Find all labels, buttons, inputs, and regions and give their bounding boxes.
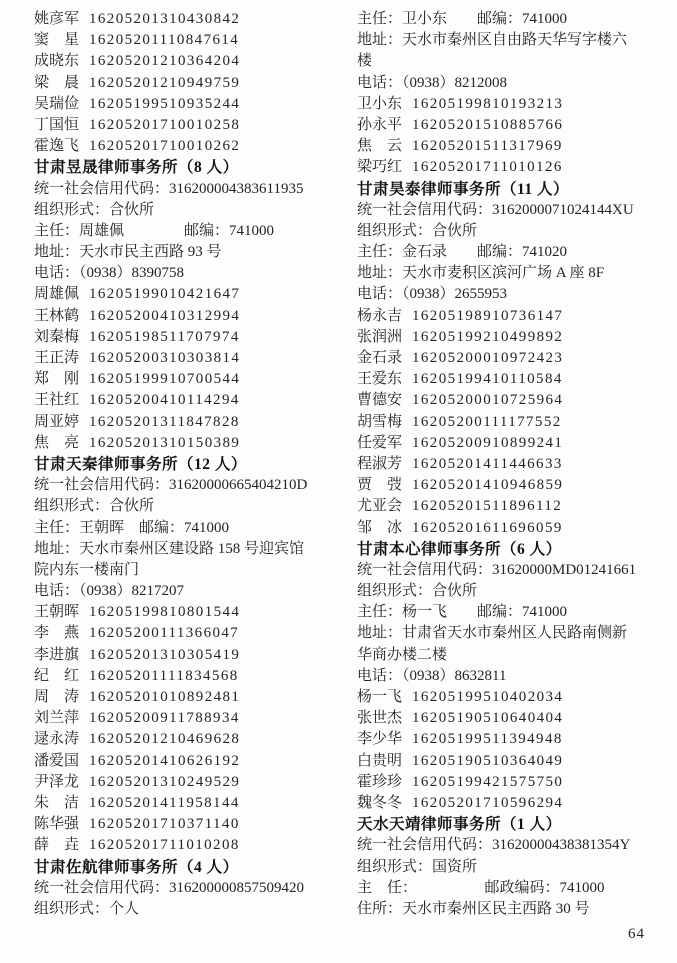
member-name: 尤亚会	[357, 498, 403, 515]
member-name: 魏冬冬	[357, 794, 403, 811]
member-row	[357, 475, 673, 496]
member-row	[357, 136, 673, 157]
member-row	[357, 496, 673, 517]
member-name: 李 燕	[34, 625, 80, 642]
member-id: 16205199810193213	[412, 95, 564, 112]
member-id: 16205201710596294	[412, 794, 564, 811]
member-row	[34, 115, 350, 136]
member-id: 16205201710010262	[89, 138, 241, 155]
member-row	[34, 835, 350, 856]
member-name: 张润洲	[357, 328, 403, 345]
member-id: 16205200010972423	[412, 350, 564, 366]
member-name: 陈华强	[34, 816, 80, 833]
member-name: 薛 垚	[34, 837, 80, 854]
member-name: 白贵明	[357, 752, 403, 769]
firm-header: 天水天靖律师事务所（1 人）	[357, 816, 562, 834]
member-id: 16205201310150389	[89, 434, 241, 451]
member-row	[34, 814, 350, 835]
member-name: 周 涛	[34, 689, 80, 705]
member-id: 16205201310249529	[89, 773, 241, 790]
member-name: 王正涛	[34, 350, 80, 366]
detail-line: 主任：周雄佩 邮编：741000	[34, 222, 275, 239]
member-name: 周雄佩	[34, 286, 80, 303]
member-name: 周亚婷	[34, 413, 80, 430]
detail-line: 组织形式：合伙所	[357, 222, 478, 239]
detail-line: 组织形式：合伙所	[34, 498, 155, 515]
detail-line: 电话：（0938）8212008	[357, 74, 508, 91]
member-row	[357, 729, 673, 750]
member-row	[357, 708, 673, 729]
member-row	[357, 454, 673, 475]
member-id: 16205201510885766	[412, 116, 564, 133]
detail-line: 主任：杨一飞 邮编：741000	[357, 604, 568, 621]
firm-header: 甘肃天秦律师事务所（12 人）	[34, 455, 247, 473]
detail-line: 电话：（0938）8632811	[357, 667, 507, 684]
member-id: 16205199410110584	[412, 371, 563, 388]
member-name: 贾 弢	[357, 477, 403, 494]
member-row	[34, 348, 350, 369]
member-id: 16205201210469628	[89, 731, 241, 748]
member-name: 朱 洁	[34, 794, 80, 811]
member-name: 王林鹤	[34, 307, 80, 324]
member-name: 卫小东	[357, 95, 403, 112]
member-name: 金石录	[357, 350, 403, 366]
member-id: 16205201411958144	[89, 794, 240, 811]
detail-line: 地址：天水市民主西路 93 号	[34, 244, 222, 261]
member-id: 16205200910899241	[412, 434, 564, 451]
member-name: 王朝晖	[34, 604, 80, 621]
member-row	[357, 327, 673, 348]
member-name: 潘爱国	[34, 752, 80, 769]
detail-line: 统一社会信用代码：31620000438381354Y	[357, 837, 631, 854]
member-id: 16205199511394948	[412, 731, 563, 748]
firm-header: 甘肃昱晟律师事务所（8 人）	[34, 159, 239, 177]
member-name: 刘秦梅	[34, 328, 80, 345]
column-right	[357, 9, 673, 920]
member-id: 16205201710010258	[89, 116, 241, 133]
member-id: 16205201611696059	[412, 519, 563, 536]
member-id: 16205201511896112	[412, 498, 563, 515]
member-id: 16205200010725964	[412, 392, 564, 409]
member-name: 成晓东	[34, 53, 80, 70]
detail-line: 院内东一楼南门	[34, 561, 140, 578]
member-name: 梁 晨	[34, 74, 80, 91]
member-row	[357, 751, 673, 772]
member-name: 胡雪梅	[357, 413, 403, 430]
member-row	[34, 73, 350, 94]
member-row	[357, 115, 673, 136]
member-row	[357, 369, 673, 390]
member-name: 尹泽龙	[34, 773, 80, 790]
member-row	[357, 433, 673, 454]
member-row	[357, 157, 673, 178]
detail-line: 主任：卫小东 邮编：741000	[357, 11, 568, 27]
member-name: 李进旗	[34, 646, 80, 663]
member-name: 纪 红	[34, 667, 80, 684]
detail-line: 地址：甘肃省天水市秦州区人民路南侧新	[357, 625, 628, 642]
member-id: 16205201511317969	[412, 138, 563, 155]
member-id: 16205200410114294	[89, 392, 240, 409]
member-id: 16205200911788934	[89, 710, 240, 727]
member-row	[34, 306, 350, 327]
member-row	[357, 306, 673, 327]
detail-line: 组织形式：合伙所	[34, 201, 155, 218]
firm-header: 甘肃昊泰律师事务所（11 人）	[357, 180, 570, 198]
member-name: 焦 亮	[34, 434, 80, 451]
member-id: 16205201710371140	[89, 816, 240, 833]
member-name: 孙永平	[357, 116, 403, 133]
member-row	[34, 687, 350, 708]
member-id: 16205201311847828	[89, 413, 240, 430]
detail-line: 统一社会信用代码：316200004383611935	[34, 180, 304, 197]
member-row	[34, 708, 350, 729]
member-id: 16205200310303814	[89, 350, 241, 366]
member-id: 16205201111834568	[89, 667, 239, 684]
member-row	[34, 666, 350, 687]
detail-line: 地址：天水市秦州区自由路天华写字楼六	[357, 32, 628, 49]
detail-line: 组织形式：合伙所	[357, 583, 478, 600]
member-row	[34, 751, 350, 772]
detail-line: 住所：天水市秦州区民主西路 30 号	[357, 900, 590, 917]
member-id: 16205201010892481	[89, 689, 241, 705]
member-id: 16205201310305419	[89, 646, 241, 663]
member-row	[34, 602, 350, 623]
member-id: 16205201210949759	[89, 74, 241, 91]
member-row	[34, 623, 350, 644]
member-name: 丁国恒	[34, 116, 80, 133]
detail-line: 楼	[357, 53, 373, 70]
member-row	[34, 327, 350, 348]
member-id: 16205198910736147	[412, 307, 564, 324]
firm-header: 甘肃本心律师事务所（6 人）	[357, 540, 562, 558]
detail-line: 地址：天水市秦州区建设路 158 号迎宾馆	[34, 540, 305, 557]
member-row	[357, 390, 673, 411]
member-row	[34, 136, 350, 157]
member-name: 逯永涛	[34, 731, 80, 748]
member-name: 王社红	[34, 392, 80, 409]
member-row	[357, 518, 673, 539]
member-name: 任爱军	[357, 434, 403, 451]
member-row	[34, 772, 350, 793]
member-id: 16205201210364204	[89, 53, 241, 70]
page-number: 64	[628, 926, 645, 942]
member-row	[34, 94, 350, 115]
member-name: 杨一飞	[357, 689, 403, 705]
member-id: 16205200111366047	[89, 625, 240, 642]
member-name: 曹德安	[357, 392, 403, 409]
detail-line: 主任：王朝晖 邮编：741000	[34, 519, 230, 536]
member-id: 16205199421575750	[412, 773, 564, 790]
member-id: 16205199510402034	[412, 689, 564, 705]
member-name: 王爱东	[357, 371, 403, 388]
firm-header: 甘肃佐航律师事务所（4 人）	[34, 858, 239, 876]
detail-line: 主 任： 邮政编码：741000	[357, 879, 605, 896]
member-row	[34, 645, 350, 666]
member-id: 16205199910700544	[89, 371, 241, 388]
member-name: 李少华	[357, 731, 403, 748]
member-name: 张世杰	[357, 710, 403, 727]
member-id: 16205201711010208	[89, 837, 240, 854]
member-id: 16205199510935244	[89, 95, 241, 112]
member-name: 吴瑞俭	[34, 95, 80, 112]
detail-line: 统一社会信用代码：3162000071024144XU	[357, 201, 634, 218]
member-row	[34, 284, 350, 305]
member-name: 姚彦军	[34, 11, 80, 27]
member-id: 16205201410626192	[89, 752, 241, 769]
member-name: 霍逸飞	[34, 138, 80, 155]
member-row	[34, 412, 350, 433]
member-row	[357, 348, 673, 369]
member-id: 16205201410946859	[412, 477, 564, 494]
member-id: 16205199010421647	[89, 286, 241, 303]
member-row	[357, 687, 673, 708]
member-id: 16205199810801544	[89, 604, 241, 621]
detail-line: 组织形式：个人	[34, 900, 140, 917]
member-row	[34, 793, 350, 814]
member-id: 16205190510364049	[412, 752, 564, 769]
member-id: 16205190510640404	[412, 710, 564, 727]
member-row	[34, 390, 350, 411]
member-id: 16205199210499892	[412, 328, 564, 345]
member-row	[34, 30, 350, 51]
column-left	[34, 9, 350, 920]
detail-line: 统一社会信用代码：31620000MD01241661	[357, 561, 637, 578]
member-id: 16205200410312994	[89, 307, 241, 324]
detail-line: 主任：金石录 邮编：741020	[357, 244, 568, 261]
detail-line: 统一社会信用代码：316200000857509420	[34, 879, 305, 896]
detail-line: 组织形式：国资所	[357, 858, 478, 875]
member-name: 霍珍珍	[357, 773, 403, 790]
member-row	[357, 94, 673, 115]
member-id: 16205201110847614	[89, 32, 240, 49]
member-id: 16205200111177552	[412, 413, 562, 430]
detail-line: 地址：天水市麦积区滨河广场 A 座 8F	[357, 265, 605, 282]
member-name: 刘兰萍	[34, 710, 80, 727]
detail-line: 华商办楼二楼	[357, 646, 448, 663]
member-row	[34, 9, 350, 30]
member-name: 程淑芳	[357, 455, 403, 472]
member-row	[357, 793, 673, 814]
member-row	[34, 51, 350, 72]
member-id: 16205201310430842	[89, 11, 241, 27]
member-row	[357, 412, 673, 433]
member-name: 郑 刚	[34, 371, 80, 388]
member-name: 焦 云	[357, 138, 403, 155]
member-name: 邹 冰	[357, 519, 403, 536]
member-row	[357, 772, 673, 793]
detail-line: 统一社会信用代码：31620000665404210D	[34, 477, 308, 494]
member-name: 窦 星	[34, 32, 80, 49]
member-row	[34, 433, 350, 454]
member-id: 16205201411446633	[412, 455, 563, 472]
detail-line: 电话：（0938）8390758	[34, 265, 185, 282]
detail-line: 电话：（0938）8217207	[34, 583, 185, 600]
member-row	[34, 369, 350, 390]
member-id: 16205198511707974	[89, 328, 240, 345]
member-name: 杨永吉	[357, 307, 403, 324]
detail-line: 电话：（0938）2655953	[357, 286, 508, 303]
member-id: 16205201711010126	[412, 159, 563, 176]
member-name: 梁巧红	[357, 159, 403, 176]
member-row	[34, 729, 350, 750]
